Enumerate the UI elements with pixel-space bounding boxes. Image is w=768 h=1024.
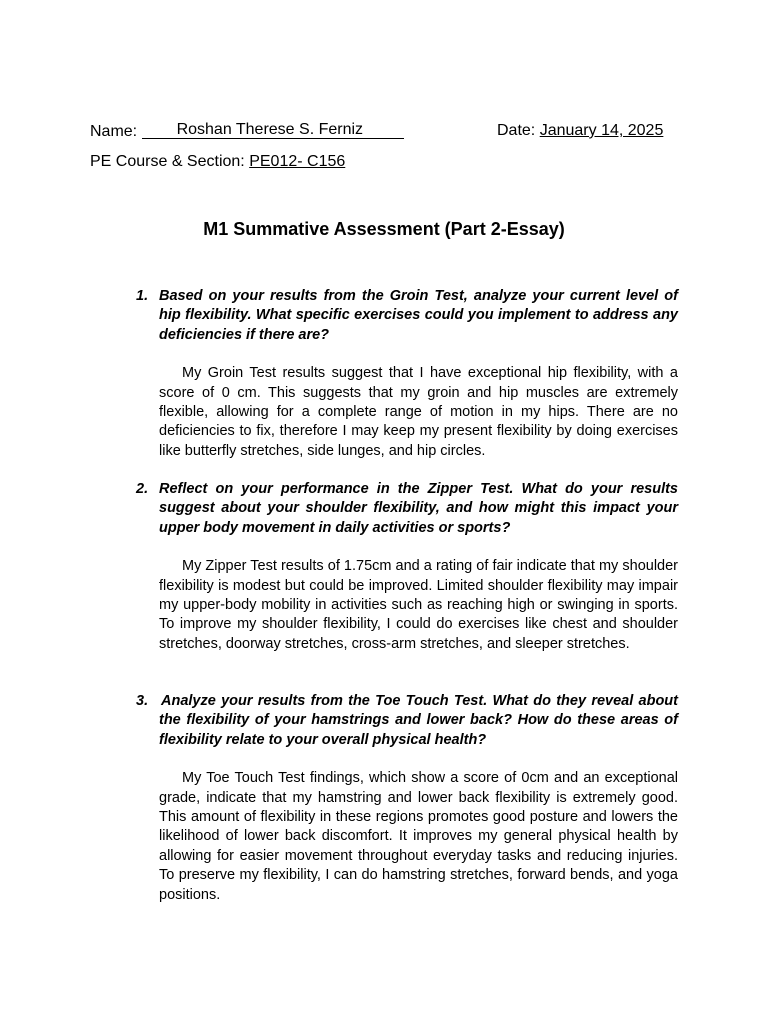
question-2 [136,480,678,654]
page-title: M1 Summative Assessment (Part 2-Essay) [203,219,565,239]
question-answer: My Groin Test results suggest that I have exceptional hip flexibility, with a score of 0 cm. This suggests that my groin and hip muscles are extremely flexible, allowing for a complete range of motion in my hips. There are no deficiencies to fix, therefore I may keep my present flexibility by doing exercises like butterfly stretches, side lunges, and hip circles. [159,365,678,459]
question-prompt: Analyze your results from the Toe Touch Test. What do they reveal about the flexibility of your hamstrings and lower back? How do these areas of flexibility relate to your overall physical health? [159,693,678,748]
section-value: PE012- C156 [249,153,346,170]
section-line [90,152,345,172]
name-line [90,121,404,142]
date-value: January 14, 2025 [539,122,664,139]
name-field [142,121,404,139]
question-answer: My Toe Touch Test findings, which show a score of 0cm and an exceptional grade, indicate that my hamstring and lower back flexibility is extremely good. This amount of flexibility in these regions promotes good posture and lowers the likelihood of lower back discomfort. It improves my general physical health by allowing for easier movement throughout everyday tasks and reducing injuries. To preserve my flexibility, I can do hamstring stretches, forward bends, and yoga positions. [159,770,678,903]
section-label: PE Course & Section: [90,153,245,170]
name-value: Roshan Therese S. Ferniz [176,121,364,138]
question-prompt: Reflect on your performance in the Zipper Test. What do your results suggest about your shoulder flexibility, and how might this impact your upper body movement in daily activities or sports? [159,481,678,536]
question-answer: My Zipper Test results of 1.75cm and a rating of fair indicate that my shoulder flexibility is modest but could be improved. Limited shoulder flexibility may impair my upper-body mobility in activities such as reaching high or swinging in sports. To improve my shoulder flexibility, I could do exercises like chest and shoulder stretches, doorway stretches, cross-arm stretches, and sleeper stretches. [159,558,678,652]
question-number: 3. [136,693,149,709]
date-line [497,121,663,141]
date-label: Date: [497,122,536,139]
question-number: 1. [136,288,149,304]
question-1 [136,287,678,461]
question-prompt: Based on your results from the Groin Test, analyze your current level of hip flexibility. What specific exercises could you implement to address any deficiencies if there are? [159,288,678,343]
question-3 [136,692,678,905]
question-number: 2. [136,481,149,497]
name-label: Name: [90,123,138,140]
